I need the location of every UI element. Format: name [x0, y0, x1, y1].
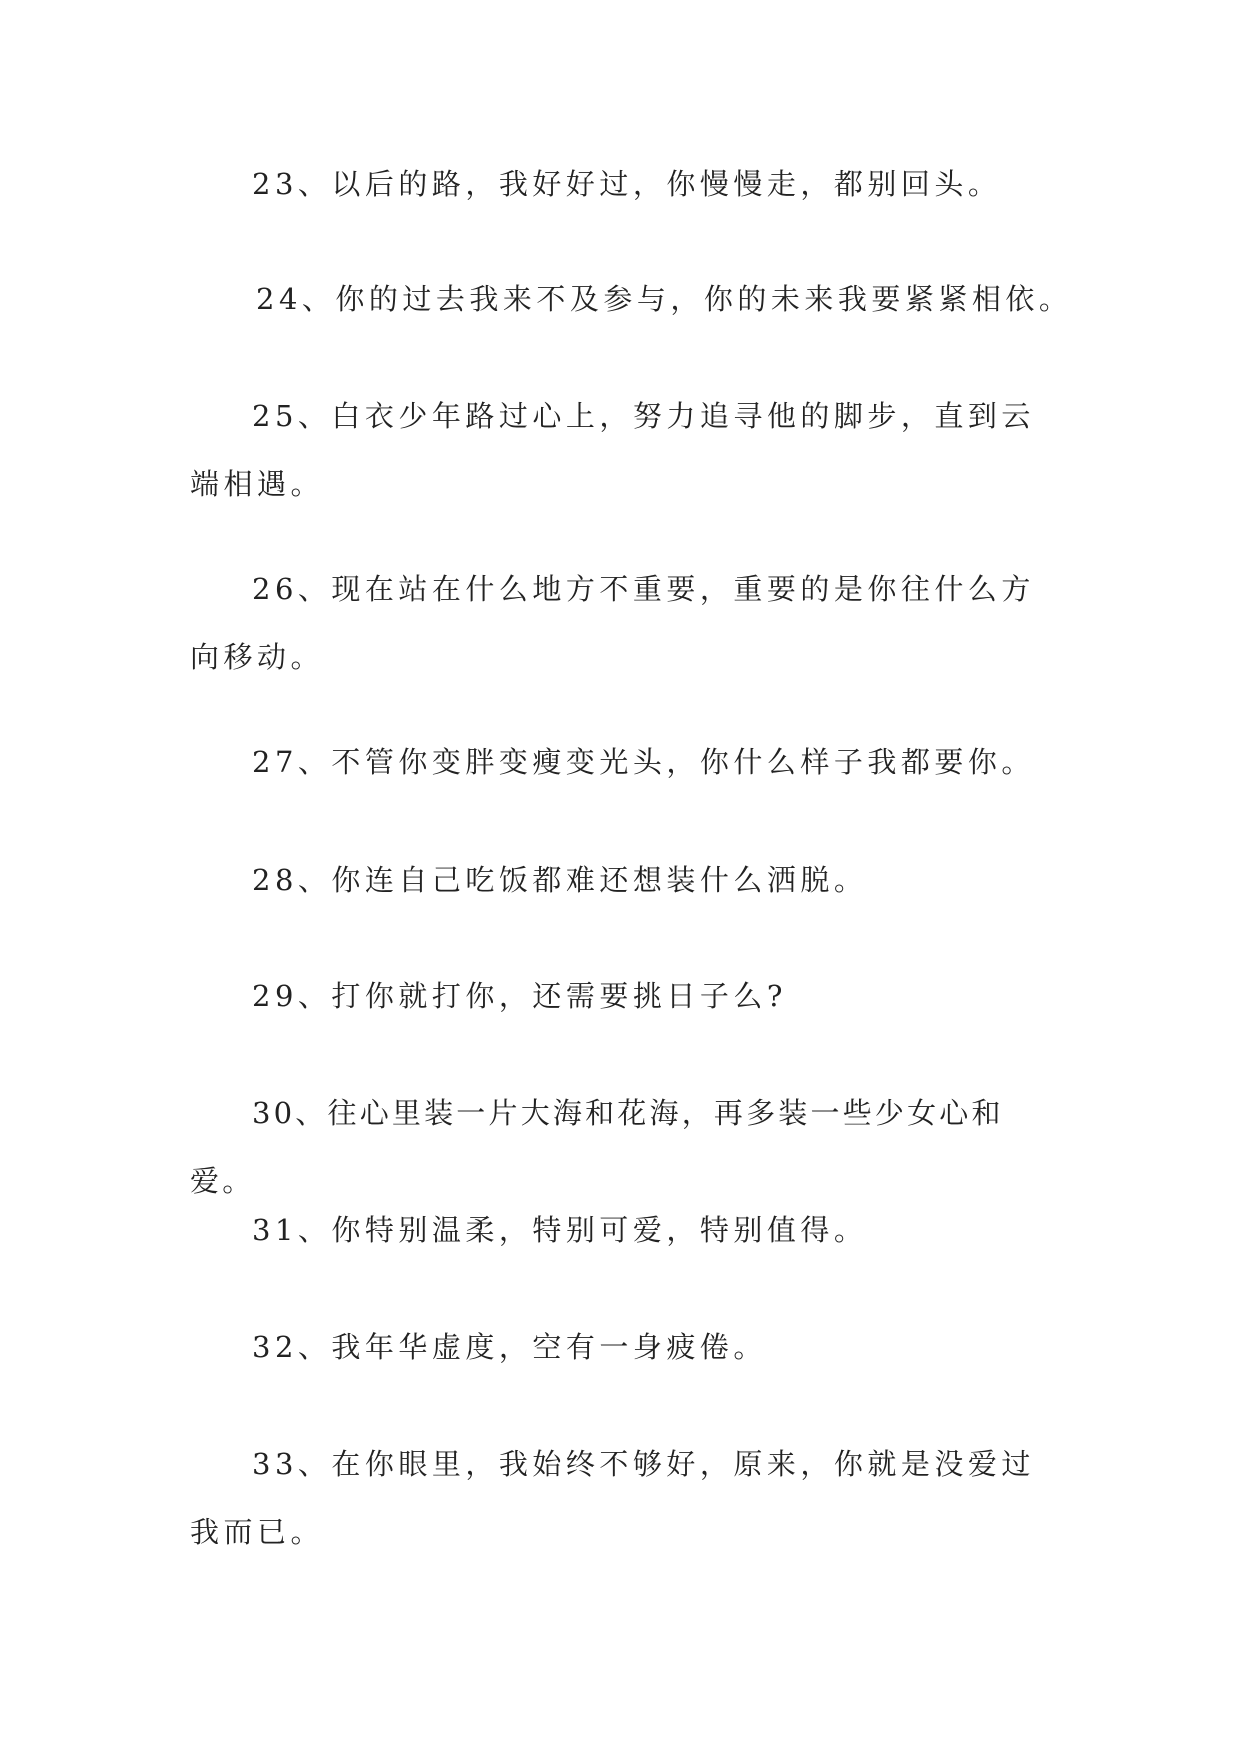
paragraph-31: 31、你特别温柔，特别可爱，特别值得。	[252, 1213, 868, 1247]
paragraph-24: 24、你的过去我来不及参与，你的未来我要紧紧相依。	[256, 282, 1073, 316]
paragraph-30: 30、往心里装一片大海和花海，再多装一些少女心和爱。	[190, 1096, 1004, 1198]
paragraph-23: 23、以后的路，我好好过，你慢慢走，都别回头。	[252, 167, 1002, 201]
paragraph-29: 29、打你就打你，还需要挑日子么?	[252, 979, 787, 1013]
paragraph-33: 33、在你眼里，我始终不够好，原来，你就是没爱过我而已。	[190, 1447, 1035, 1549]
paragraph-32: 32、我年华虚度，空有一身疲倦。	[252, 1330, 767, 1364]
paragraph-27: 27、不管你变胖变瘦变光头，你什么样子我都要你。	[252, 745, 1035, 779]
paragraph-28: 28、你连自己吃饭都难还想装什么洒脱。	[252, 863, 868, 897]
paragraph-25: 25、白衣少年路过心上，努力追寻他的脚步，直到云端相遇。	[190, 399, 1035, 501]
paragraph-26: 26、现在站在什么地方不重要，重要的是你往什么方向移动。	[190, 572, 1035, 674]
